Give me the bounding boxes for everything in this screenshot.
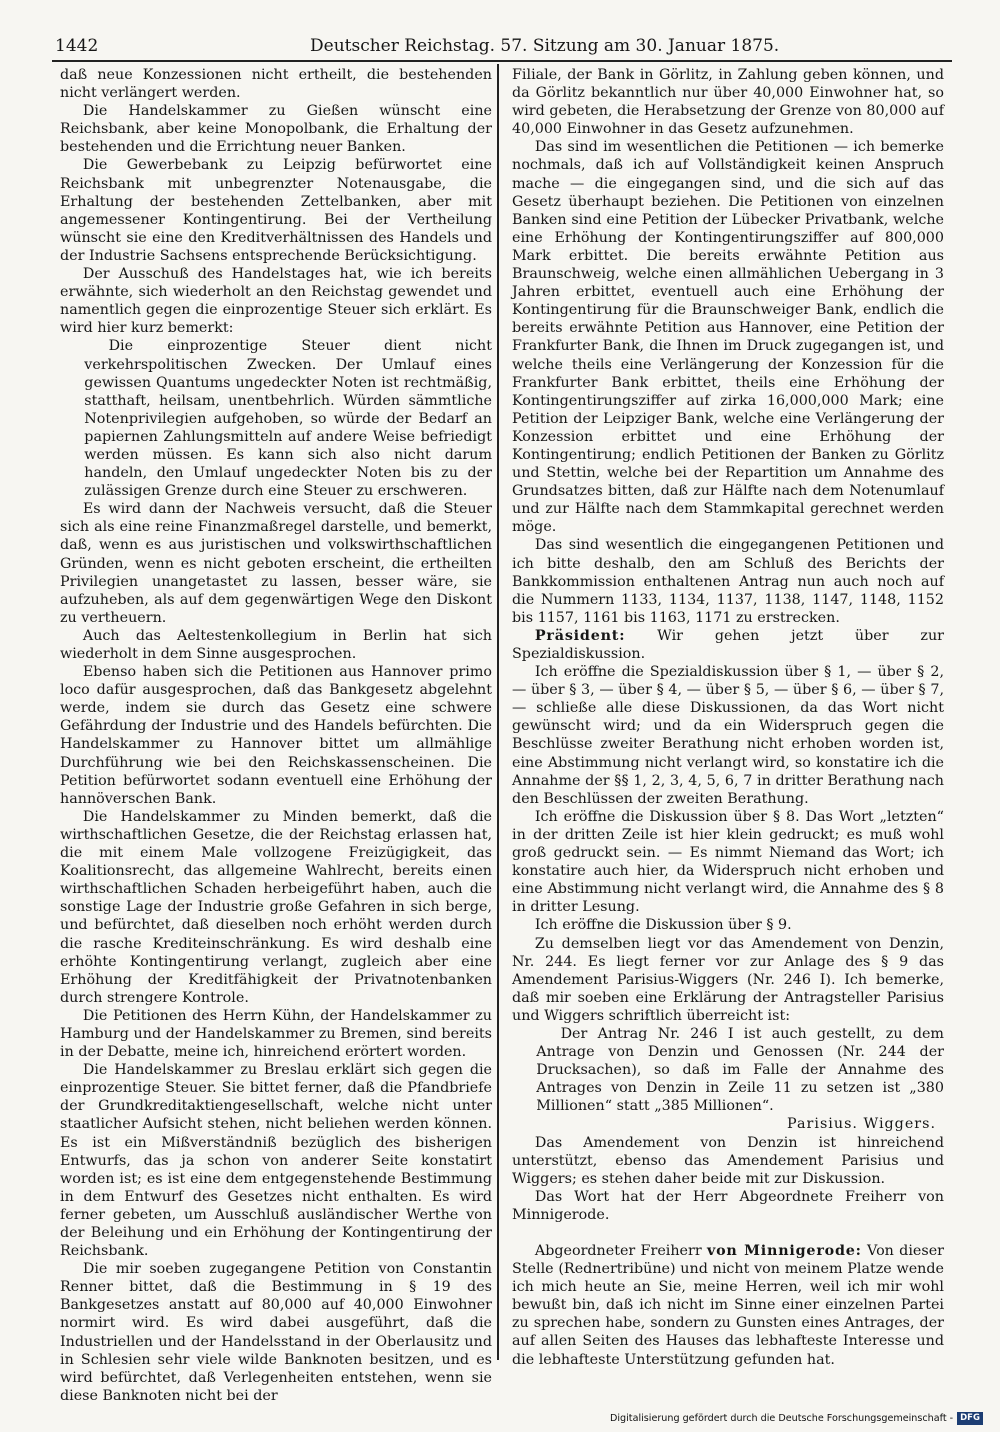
paragraph: Die Handelskammer zu Gießen wünscht eine Reichsbank, aber keine Monopolbank, die Erhaltung der bestehenden und die Errichtung neuer Banken.: [60, 103, 492, 156]
paragraph: Die Gewerbebank zu Leipzig befürwortet eine Reichsbank mit unbegrenzter Notenausgabe, die Erhaltung der bestehenden Zettelbanken, aber mit angemessener Kontingentirung. Bei der Vertheilung wünscht sie eine den Kreditverhältnissen des Handels und der Industrie Sachsens entsprechende Berücksichtigung.: [60, 157, 492, 264]
page-header: [55, 34, 950, 58]
paragraph: Ich eröffne die Spezialdiskussion über § 1, — über § 2, — über § 3, — über § 4, — über § 5, — über § 6, — über § 7, — schließe alle diese Diskussionen, da das Wort nicht gewünscht wird; und da ein Widerspruch gegen die Beschlüsse zweiter Berathung nicht erhoben worden ist, eine Abstimmung nicht verlangt wird, so konstatire ich die Annahme der §§ 1, 2, 3, 4, 5, 6, 7 in dritter Berathung nach den Beschlüssen der zweiten Berathung.: [512, 664, 944, 807]
paragraph: Die Petitionen des Herrn Kühn, der Handelskammer zu Hamburg und der Handelskammer zu Bremen, sind bereits in der Debatte, meine ich, hinreichend erörtert worden.: [60, 1007, 492, 1061]
paragraph: Die Handelskammer zu Minden bemerkt, daß die wirthschaftlichen Gesetze, die der Reichstag erlassen hat, die mit einem Male vollzogene Freizügigkeit, das Koalitionsrecht, das allgemeine Wahlrecht, bereits einen wirthschaftlichen Schaden herbeigeführt haben, auch die sonstige Lage der Industrie große Gefahren in sich berge, und befürchtet, daß dieselben noch erhöht werden durch die rasche Krediteinschränkung. Es wird deshalb eine erhöhte Kontingentirung verlangt, zugleich aber eine Erhöhung der Kreditfähigkeit der Privatnotenbanken durch strengere Kontrole.: [60, 808, 492, 1006]
speaker-name: Präsident:: [534, 627, 626, 644]
speech-text: Wir gehen jetzt über zur Spezialdiskussion.: [512, 627, 944, 662]
speaker-name: von Minnigerode:: [706, 1243, 862, 1259]
speech-text: Von dieser Stelle (Rednertribüne) und nicht von meinem Platze wende ich mich heute an Sie, meine Herren, weil ich mir wohl bewußt bin, daß ich nicht im Sinne einer einzelnen Partei zu sprechen habe, sondern zu Gunsten eines Antrages, der auf allen Seiten des Hauses das lebhafteste Interesse und die lebhafteste Unterstützung gefunden hat.: [512, 1243, 944, 1368]
signature-line: Parisius. Wiggers.: [787, 1116, 936, 1133]
paragraph: Die Handelskammer zu Breslau erklärt sich gegen die einprozentige Steuer. Sie bittet ferner, daß die Pfandbriefe der Grundkreditaktiengesellschaft, welche nicht unter staatlicher Aufsicht stehen, nicht beliehen werden können. Es ist ein Mißverständniß bezüglich des bisherigen Entwurfs, das ja schon von anderer Seite konstatirt worden ist; es ist eine dem entgegenstehende Bestimmung in dem Entwurf des Gesetzes nicht enthalten. Es wird ferner gebeten, um Ausschluß ausländischer Werthe von der Beleihung und ein Erhöhung der Kontingentirung der Reichsbank.: [60, 1062, 492, 1260]
speaker-paragraph: [512, 1242, 944, 1369]
paragraph: Das sind im wesentlichen die Petitionen — ich bemerke nochmals, daß ich auf Vollständigkeit keinen Anspruch mache — die eingegangen sind, und die sich auf das Gesetz überhaupt beziehen. Die Petitionen von einzelnen Banken sind eine Petition der Lübecker Privatbank, welche eine Erhöhung der Kontingentirungsziffer auf 800,000 Mark erbittet. Die bereits erwähnte Petition aus Braunschweig, welche einen allmählichen Uebergang in 3 Jahren erbittet, eventuell auch eine Erhöhung der Kontingentirung für die Braunschweiger Bank, endlich die bereits erwähnte Petition aus Hannover, eine Petition der Frankfurter Bank, die Ihnen im Druck zugegangen ist, und welche theils eine Verlängerung der Konzession für die Frankfurter Bank erbittet, theils eine Erhöhung der Kontingentirungsziffer auf zirka 16,000,000 Mark; eine Petition der Leipziger Bank, welche eine Verlängerung der Konzession erbittet und eine Erhöhung der Kontingentirung; endlich Petitionen der Banken zu Görlitz und Stettin, welche bei der Repartition um Annahme des Grundsatzes bitten, daß zur Hälfte nach dem Notenumlauf und zur Hälfte nach dem Stammkapital gerechnet werden möge.: [512, 139, 944, 536]
page-number: 1442: [55, 36, 99, 56]
paragraph: Es wird dann der Nachweis versucht, daß die Steuer sich als eine reine Finanzmaßregel darstelle, und bemerkt, daß, wenn es aus juristischen und volkswirthschaftlichen Gründen, wenn es nicht geboten erscheint, die ertheilten Privilegien unangetastet zu lassen, besser wäre, sie aufzuheben, als auf dem gegenwärtigen Wege den Diskont zu vertheuern.: [60, 501, 492, 626]
quoted-block: Die einprozentige Steuer dient nicht verkehrspolitischen Zwecken. Der Umlauf eines gewissen Quantums ungedeckter Noten ist rechtmäßig, statthaft, heilsam, unentbehrlich. Würden sämmtliche Notenprivilegien aufgehoben, so würde der Bedarf an papiernen Zahlungsmitteln auf andere Weise befriedigt werden müssen. Es kann sich also nicht darum handeln, den Umlauf ungedeckter Noten bis zu der zulässigen Grenze durch eine Steuer zu erschweren.: [84, 338, 492, 500]
running-title: Deutscher Reichstag. 57. Sitzung am 30. Januar 1875.: [310, 36, 780, 56]
paragraph: Der Ausschuß des Handelstages hat, wie ich bereits erwähnte, sich wiederholt an den Reichstag gewendet und namentlich gegen die einprozentige Steuer sich erklärt. Es wird hier kurz bemerkt:: [60, 266, 492, 337]
paragraph: Ich eröffne die Diskussion über § 8. Das Wort „letzten“ in der dritten Zeile ist hier klein gedruckt; es muß wohl groß gedruckt sein. — Es nimmt Niemand das Wort; ich konstatire auch hier, da Widerspruch nicht erhoben und eine Abstimmung nicht verlangt wird, die Annahme des § 8 in dritter Lesung.: [512, 808, 944, 916]
paragraph: Auch das Aeltestenkollegium in Berlin hat sich wiederholt in dem Sinne ausgesprochen.: [60, 627, 492, 662]
quoted-block: Der Antrag Nr. 246 I ist auch gestellt, zu dem Antrage von Denzin und Genossen (Nr. 244 der Drucksachen), so daß im Falle der Annahme des Antrages von Denzin in Zeile 11 zu setzen ist „380 Millionen“ statt „385 Millionen“.: [536, 1025, 944, 1115]
paragraph: Zu demselben liegt vor das Amendement von Denzin, Nr. 244. Es liegt ferner vor zur Anlage des § 9 das Amendement Parisius-Wiggers (Nr. 246 I). Ich bemerke, daß mir soeben eine Erklärung der Antragsteller Parisius und Wiggers schriftlich überreicht ist:: [512, 935, 944, 1024]
right-column: [512, 66, 944, 1368]
continued-paragraph: daß neue Konzessionen nicht ertheilt, die bestehenden nicht verlängert werden.: [60, 67, 492, 102]
continued-paragraph: Filiale, der Bank in Görlitz, in Zahlung geben können, und da Görlitz bekanntlich nur über 40,000 Einwohner hat, so wird gebeten, die Herabsetzung der Grenze von 80,000 auf 40,000 Einwohner in das Gesetz aufzunehmen.: [512, 67, 944, 138]
paragraph: Ich eröffne die Diskussion über § 9.: [534, 917, 792, 934]
left-column: [60, 66, 492, 1404]
speaker-paragraph: [512, 627, 944, 663]
dfg-logo: DFG: [957, 1412, 983, 1425]
paragraph: Das Wort hat der Herr Abgeordnete Freiherr von Minnigerode.: [512, 1188, 944, 1223]
footer: [610, 1410, 995, 1428]
paragraph: Das sind wesentlich die eingegangenen Petitionen und ich bitte deshalb, den am Schluß des Berichts der Bankkommission enthaltenen Antrag nun auch noch auf die Nummern 1133, 1134, 1137, 1138, 1147, 1148, 1152 bis 1157, 1161 bis 1163, 1171 zu erstrecken.: [512, 537, 944, 626]
footer-text: Digitalisierung gefördert durch die Deutsche Forschungsgemeinschaft -: [610, 1413, 954, 1424]
speaker-prefix: Abgeordneter Freiherr: [534, 1243, 707, 1259]
column-divider: [497, 64, 499, 1360]
header-rule: [52, 60, 952, 62]
paragraph: Ebenso haben sich die Petitionen aus Hannover primo loco dafür ausgesprochen, daß das Bankgesetz abgelehnt werde, indem sie durch das Gesetz eine schwere Gefährdung der Industrie und des Handels befürchten. Die Handelskammer zu Hannover bittet um allmählige Durchführung wie bei den Reichskassenscheinen. Die Petition befürwortet sodann eventuell eine Erhöhung der hannöverschen Bank.: [60, 664, 492, 807]
paragraph: Die mir soeben zugegangene Petition von Constantin Renner bittet, daß die Bestimmung in § 19 des Bankgesetzes anstatt auf 80,000 auf 40,000 Einwohner normirt wird. Es wird dabei ausgeführt, daß die Industriellen und der Handelsstand in der Oberlausitz und in Schlesien sehr viele wilde Banknoten besitzen, und es wird befürchtet, daß Verlegenheiten entstehen, wenn sie diese Banknoten nicht bei der: [60, 1261, 492, 1404]
paragraph: Das Amendement von Denzin ist hinreichend unterstützt, ebenso das Amendement Parisius und Wiggers; es stehen daher beide mit zur Diskussion.: [512, 1134, 944, 1187]
